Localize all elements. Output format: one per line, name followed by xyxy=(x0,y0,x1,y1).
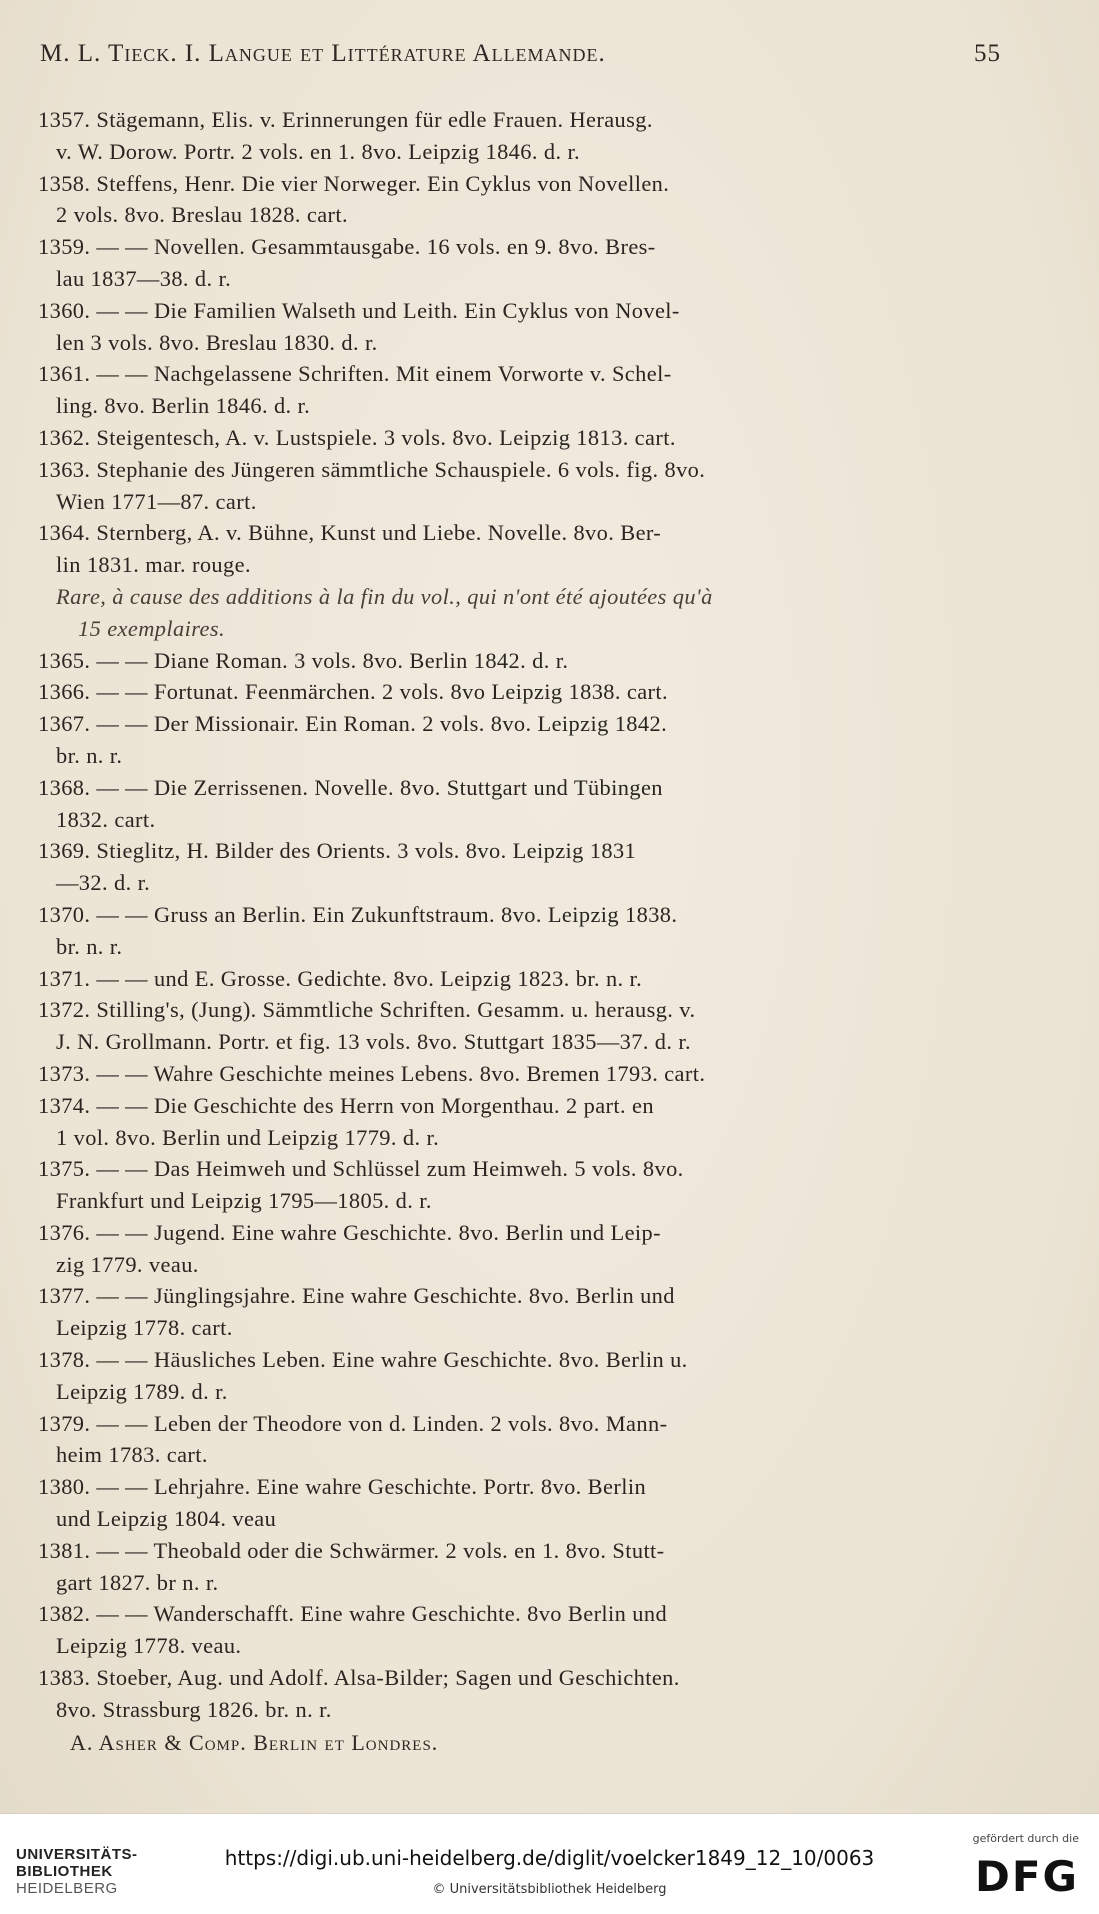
catalogue-entry xyxy=(38,1280,998,1344)
catalogue-entries xyxy=(38,104,998,1726)
entry-first-line: 1379. — — Leben der Theodore von d. Linden. 2 vols. 8vo. Mann- xyxy=(38,1410,668,1436)
entry-continuation-line: 1832. cart. xyxy=(56,806,156,832)
entry-first-line: 1365. — — Diane Roman. 3 vols. 8vo. Berlin 1842. d. r. xyxy=(38,647,569,673)
entry-first-line: 1382. — — Wanderschafft. Eine wahre Geschichte. 8vo Berlin und xyxy=(38,1601,668,1627)
entry-continuation-line: heim 1783. cart. xyxy=(56,1442,208,1468)
dfg-logo[interactable]: DFG xyxy=(974,1852,1079,1901)
entry-continuation-line: J. N. Grollmann. Portr. et fig. 13 vols. 8vo. Stuttgart 1835—37. d. r. xyxy=(56,1029,692,1055)
entry-note-line: 15 exemplaires. xyxy=(78,615,225,641)
entry-continuation-line: Frankfurt und Leipzig 1795—1805. d. r. xyxy=(56,1188,432,1214)
page-number: 55 xyxy=(974,40,1001,67)
entry-first-line: 1381. — — Theobald oder die Schwärmer. 2 vols. en 1. 8vo. Stutt- xyxy=(38,1537,665,1563)
running-title: M. L. Tieck. I. Langue et Littérature Allemande. xyxy=(40,40,606,67)
library-name-line2: BIBLIOTHEK xyxy=(16,1863,113,1880)
entry-continuation-line: Leipzig 1778. veau. xyxy=(56,1633,242,1659)
permalink-url[interactable]: https://digi.ub.uni-heidelberg.de/diglit/voelcker1849_12_10/0063 xyxy=(224,1846,875,1870)
catalogue-entry xyxy=(38,104,998,168)
entry-first-line: 1366. — — Fortunat. Feenmärchen. 2 vols. 8vo Leipzig 1838. cart. xyxy=(38,679,669,705)
entry-continuation-line: Leipzig 1789. d. r. xyxy=(56,1378,228,1404)
entry-first-line: 1367. — — Der Missionair. Ein Roman. 2 vols. 8vo. Leipzig 1842. xyxy=(38,711,668,737)
catalogue-entry xyxy=(38,1535,998,1599)
catalogue-entry xyxy=(38,1408,998,1472)
viewer-footer-bar xyxy=(0,1813,1099,1914)
entry-first-line: 1373. — — Wahre Geschichte meines Lebens. 8vo. Bremen 1793. cart. xyxy=(38,1060,706,1086)
catalogue-entry xyxy=(38,899,998,963)
entry-continuation-line: und Leipzig 1804. veau xyxy=(56,1506,277,1532)
entry-continuation-line: 2 vols. 8vo. Breslau 1828. cart. xyxy=(56,202,349,228)
entry-first-line: 1361. — — Nachgelassene Schriften. Mit einem Vorworte v. Schel- xyxy=(38,361,672,387)
catalogue-entry xyxy=(38,1153,998,1217)
catalogue-entry xyxy=(38,454,998,518)
catalogue-entry xyxy=(38,1058,998,1090)
entry-first-line: 1376. — — Jugend. Eine wahre Geschichte. 8vo. Berlin und Leip- xyxy=(38,1219,661,1245)
catalogue-entry xyxy=(38,168,998,232)
entry-first-line: 1380. — — Lehrjahre. Eine wahre Geschichte. Portr. 8vo. Berlin xyxy=(38,1474,647,1500)
catalogue-entry xyxy=(38,1217,998,1281)
copyright-notice: © Universitätsbibliothek Heidelberg xyxy=(432,1882,667,1897)
catalogue-entry xyxy=(38,1090,998,1154)
entry-continuation-line: Wien 1771—87. cart. xyxy=(56,488,257,514)
entry-first-line: 1360. — — Die Familien Walseth und Leith. Ein Cyklus von Novel- xyxy=(38,297,680,323)
entry-first-line: 1358. Steffens, Henr. Die vier Norweger. Ein Cyklus von Novellen. xyxy=(38,170,670,196)
catalogue-entry xyxy=(38,963,998,995)
catalogue-entry xyxy=(38,422,998,454)
entry-first-line: 1368. — — Die Zerrissenen. Novelle. 8vo. Stuttgart und Tübingen xyxy=(38,774,663,800)
catalogue-entry xyxy=(38,517,998,644)
catalogue-entry xyxy=(38,358,998,422)
entry-first-line: 1364. Sternberg, A. v. Bühne, Kunst und Liebe. Novelle. 8vo. Ber- xyxy=(38,520,662,546)
entry-first-line: 1374. — — Die Geschichte des Herrn von Morgenthau. 2 part. en xyxy=(38,1092,654,1118)
entry-first-line: 1375. — — Das Heimweh und Schlüssel zum Heimweh. 5 vols. 8vo. xyxy=(38,1156,684,1182)
catalogue-entry xyxy=(38,708,998,772)
catalogue-entry xyxy=(38,1471,998,1535)
entry-first-line: 1369. Stieglitz, H. Bilder des Orients. 3 vols. 8vo. Leipzig 1831 xyxy=(38,838,637,864)
catalogue-entry xyxy=(38,295,998,359)
entry-first-line: 1372. Stilling's, (Jung). Sämmtliche Schriften. Gesamm. u. herausg. v. xyxy=(38,997,696,1023)
entry-note-line: Rare, à cause des additions à la fin du vol., qui n'ont été ajoutées qu'à xyxy=(56,583,713,609)
entry-continuation-line: —32. d. r. xyxy=(56,870,151,896)
catalogue-entry xyxy=(38,1598,998,1662)
catalogue-entry xyxy=(38,1662,998,1726)
catalogue-entry xyxy=(38,645,998,677)
entry-continuation-line: ling. 8vo. Berlin 1846. d. r. xyxy=(56,393,311,419)
entry-continuation-line: br. n. r. xyxy=(56,933,123,959)
entry-continuation-line: zig 1779. veau. xyxy=(56,1251,199,1277)
entry-first-line: 1359. — — Novellen. Gesammtausgabe. 16 vols. en 9. 8vo. Bres- xyxy=(38,234,656,260)
entry-continuation-line: 8vo. Strassburg 1826. br. n. r. xyxy=(56,1696,332,1722)
entry-continuation-line: gart 1827. br n. r. xyxy=(56,1569,219,1595)
entry-first-line: 1357. Stägemann, Elis. v. Erinnerungen für edle Frauen. Herausg. xyxy=(38,107,653,132)
library-name-line3: HEIDELBERG xyxy=(16,1880,118,1897)
entry-continuation-line: 1 vol. 8vo. Berlin und Leipzig 1779. d. r. xyxy=(56,1124,440,1150)
entry-continuation-line: Leipzig 1778. cart. xyxy=(56,1315,233,1341)
running-header xyxy=(40,40,1001,74)
entry-first-line: 1377. — — Jünglingsjahre. Eine wahre Geschichte. 8vo. Berlin und xyxy=(38,1283,675,1309)
entry-continuation-line: br. n. r. xyxy=(56,742,123,768)
catalogue-entry xyxy=(38,835,998,899)
library-name-line1: UNIVERSITÄTS- xyxy=(16,1846,138,1863)
catalogue-entry xyxy=(38,994,998,1058)
catalogue-entry xyxy=(38,231,998,295)
catalogue-entry xyxy=(38,676,998,708)
catalogue-entry xyxy=(38,1344,998,1408)
entry-continuation-line: len 3 vols. 8vo. Breslau 1830. d. r. xyxy=(56,329,378,355)
entry-first-line: 1363. Stephanie des Jüngeren sämmtliche Schauspiele. 6 vols. fig. 8vo. xyxy=(38,456,706,482)
funded-by-label: gefördert durch die xyxy=(972,1832,1079,1845)
entry-first-line: 1378. — — Häusliches Leben. Eine wahre Geschichte. 8vo. Berlin u. xyxy=(38,1347,688,1373)
entry-first-line: 1362. Steigentesch, A. v. Lustspiele. 3 vols. 8vo. Leipzig 1813. cart. xyxy=(38,424,676,450)
publisher-footer: A. Asher & Comp. Berlin et Londres. xyxy=(70,1730,439,1755)
entry-continuation-line: lin 1831. mar. rouge. xyxy=(56,552,251,578)
catalogue-entry xyxy=(38,772,998,836)
entry-first-line: 1371. — — und E. Grosse. Gedichte. 8vo. Leipzig 1823. br. n. r. xyxy=(38,965,643,991)
entry-continuation-line: v. W. Dorow. Portr. 2 vols. en 1. 8vo. Leipzig 1846. d. r. xyxy=(56,138,581,164)
entry-first-line: 1383. Stoeber, Aug. und Adolf. Alsa-Bilder; Sagen und Geschichten. xyxy=(38,1665,680,1691)
entry-continuation-line: lau 1837—38. d. r. xyxy=(56,265,232,291)
entry-first-line: 1370. — — Gruss an Berlin. Ein Zukunftstraum. 8vo. Leipzig 1838. xyxy=(38,901,678,927)
